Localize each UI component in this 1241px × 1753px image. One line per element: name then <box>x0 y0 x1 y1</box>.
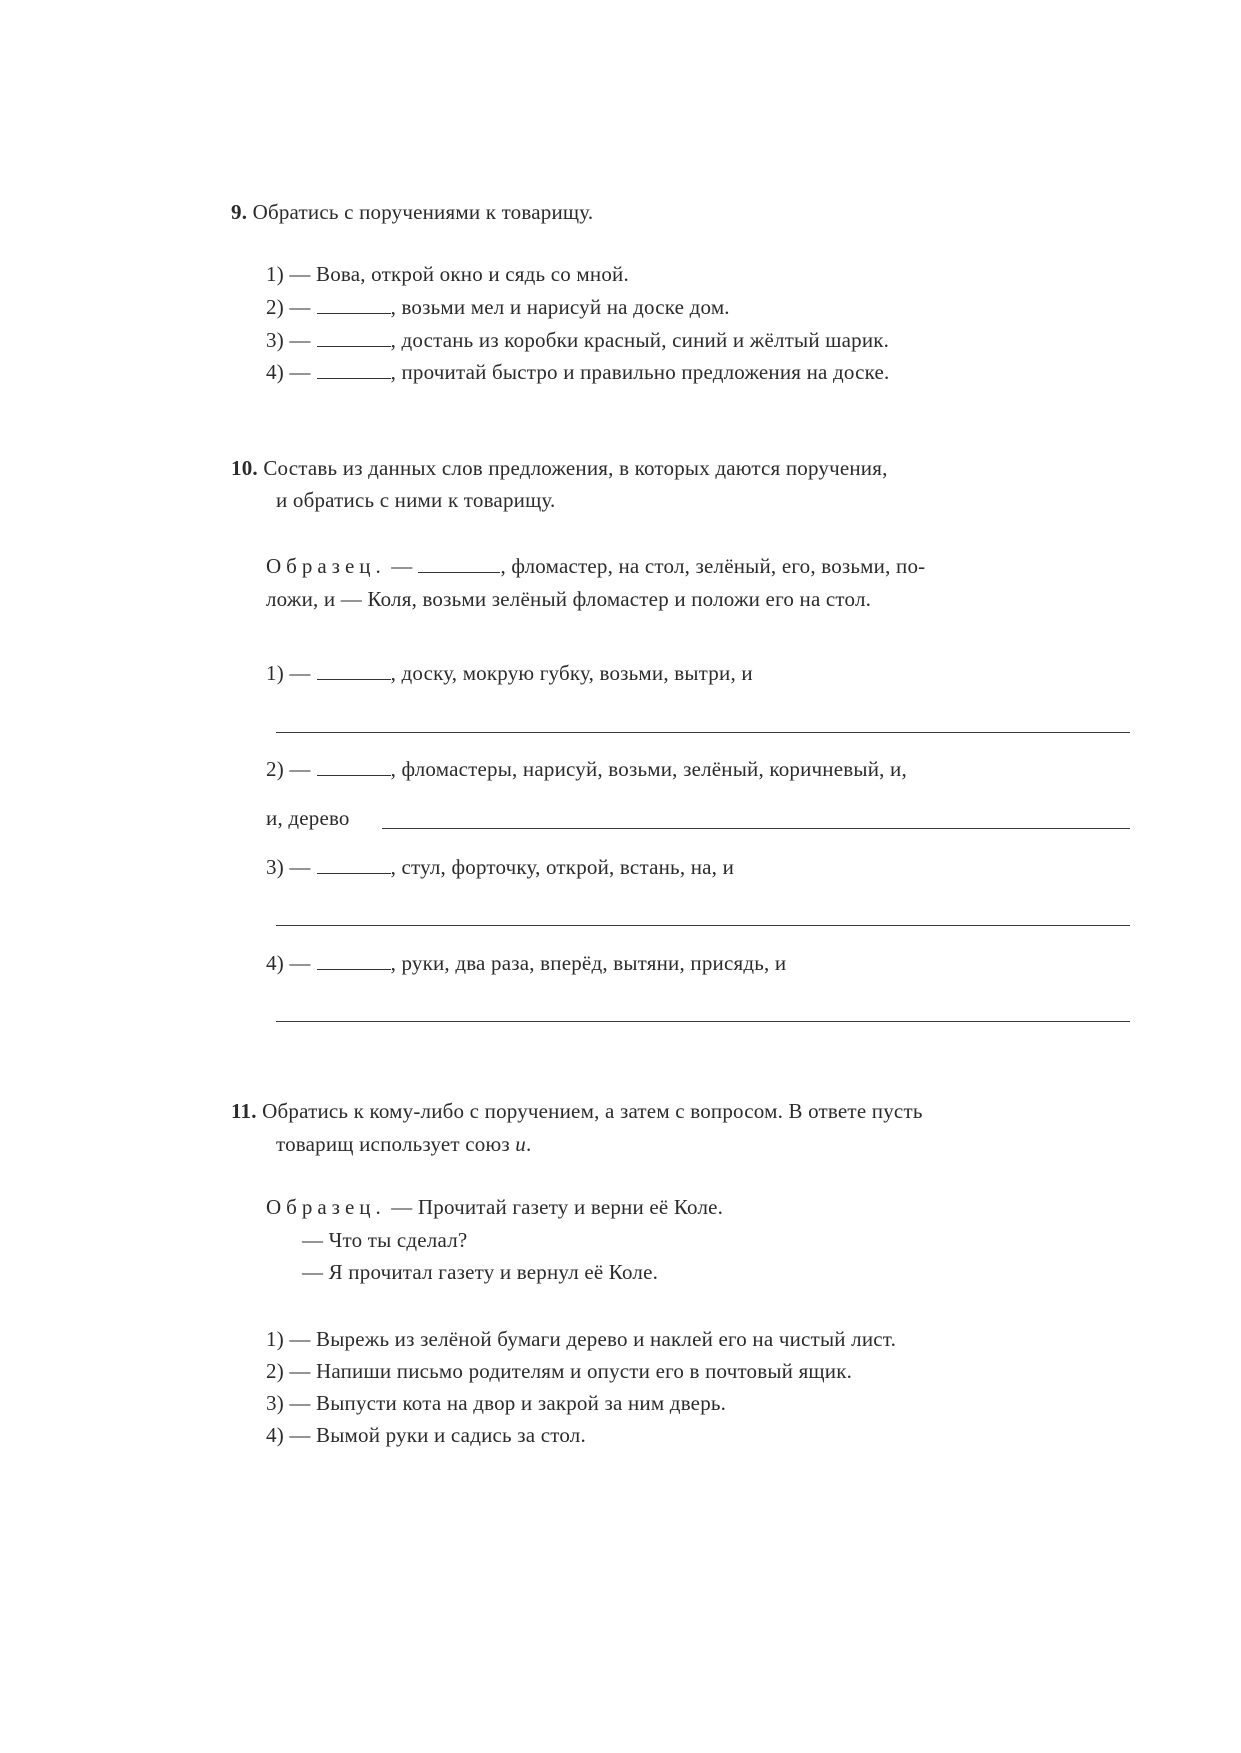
dash: — <box>289 855 311 879</box>
sample-text: — Прочитай газету и верни её Коле. <box>391 1195 724 1219</box>
ex10-item-2 <box>266 753 907 785</box>
ex10-item-4 <box>266 947 786 979</box>
sample-label: Образец. <box>266 1195 386 1219</box>
exercise-number: 9. <box>231 200 248 224</box>
item-text: , прочитай быстро и правильно предложения на доске. <box>390 360 890 384</box>
item-number: 1) <box>266 661 284 685</box>
item-text: Вова, открой окно и сядь со мной. <box>316 262 629 286</box>
answer-line[interactable] <box>382 828 1130 829</box>
dash: — <box>391 554 413 578</box>
item-number: 3) <box>266 1391 284 1415</box>
ex10-item-3 <box>266 851 734 883</box>
name-blank[interactable] <box>317 293 391 314</box>
ex9-item-1 <box>266 258 629 290</box>
ex10-item-1 <box>266 657 753 689</box>
item-text: , руки, два раза, вперёд, вытяни, присядь, и <box>390 951 787 975</box>
name-blank[interactable] <box>317 358 391 379</box>
exercise-11-title-line2 <box>276 1128 531 1160</box>
dash: — <box>289 328 311 352</box>
dash: — <box>289 661 311 685</box>
answer-line[interactable] <box>276 925 1130 926</box>
ex11-item-3 <box>266 1387 726 1419</box>
ex11-sample-line1 <box>266 1191 723 1223</box>
ex11-sample-line2: — Что ты сделал? <box>302 1228 468 1252</box>
sample-text: , фломастер, на стол, зелёный, его, возьми, по- <box>500 554 926 578</box>
ex9-item-4 <box>266 356 890 388</box>
item-number: 3) <box>266 328 284 352</box>
item-number: 2) <box>266 1359 284 1383</box>
ex11-item-2 <box>266 1355 852 1387</box>
ex11-sample-line3: — Я прочитал газету и вернул её Коле. <box>302 1260 659 1284</box>
ex11-item-4 <box>266 1419 586 1451</box>
conjunction: и <box>515 1132 526 1156</box>
answer-line[interactable] <box>276 732 1130 733</box>
answer-line[interactable] <box>276 1021 1130 1022</box>
exercise-title-text: Обратись с поручениями к товарищу. <box>252 200 594 224</box>
item-number: 4) <box>266 951 284 975</box>
item-text: — Вырежь из зелёной бумаги дерево и наклей его на чистый лист. <box>289 1327 897 1351</box>
item-number: 4) <box>266 1423 284 1447</box>
ex11-item-1 <box>266 1323 896 1355</box>
dash: — <box>289 757 311 781</box>
item-text: — Напиши письмо родителям и опусти его в почтовый ящик. <box>289 1359 853 1383</box>
ex10-sample-line2: ложи, и — Коля, возьми зелёный фломастер и положи его на стол. <box>266 587 872 611</box>
name-blank[interactable] <box>317 755 391 776</box>
exercise-10-title-line2: и обратись с ними к товарищу. <box>276 488 556 512</box>
exercise-number: 10. <box>231 456 258 480</box>
sample-blank <box>418 552 500 573</box>
item-number: 1) <box>266 1327 284 1351</box>
exercise-11-title <box>231 1095 923 1127</box>
ex10-item-2-cont: и, дерево <box>266 806 350 830</box>
ex9-item-2 <box>266 291 730 323</box>
dash: — <box>289 360 311 384</box>
exercise-title-text: Составь из данных слов предложения, в которых даются поручения, <box>263 456 888 480</box>
item-number: 2) <box>266 757 284 781</box>
item-text: , доску, мокрую губку, возьми, вытри, и <box>390 661 753 685</box>
item-text: , стул, форточку, открой, встань, на, и <box>390 855 735 879</box>
item-text: — Вымой руки и садись за стол. <box>289 1423 586 1447</box>
title-text: товарищ использует союз <box>276 1132 510 1156</box>
name-blank[interactable] <box>317 659 391 680</box>
item-text: , фломастеры, нарисуй, возьми, зелёный, коричневый, и, <box>390 757 907 781</box>
item-text: , возьми мел и нарисуй на доске дом. <box>390 295 730 319</box>
dash: — <box>289 262 311 286</box>
title-period: . <box>525 1132 532 1156</box>
exercise-10-title <box>231 452 888 484</box>
name-blank[interactable] <box>317 326 391 347</box>
ex9-item-3 <box>266 324 889 356</box>
dash: — <box>289 295 311 319</box>
item-text: — Выпусти кота на двор и закрой за ним дверь. <box>289 1391 727 1415</box>
name-blank[interactable] <box>317 949 391 970</box>
ex10-sample-line1 <box>266 550 925 582</box>
sample-label: Образец. <box>266 554 386 578</box>
item-number: 4) <box>266 360 284 384</box>
item-number: 3) <box>266 855 284 879</box>
dash: — <box>289 951 311 975</box>
exercise-title-text: Обратись к кому-либо с поручением, а затем с вопросом. В ответе пусть <box>262 1099 923 1123</box>
item-number: 1) <box>266 262 284 286</box>
exercise-number: 11. <box>231 1099 257 1123</box>
exercise-9-title <box>231 196 593 228</box>
item-number: 2) <box>266 295 284 319</box>
name-blank[interactable] <box>317 853 391 874</box>
item-text: , достань из коробки красный, синий и жёлтый шарик. <box>390 328 890 352</box>
